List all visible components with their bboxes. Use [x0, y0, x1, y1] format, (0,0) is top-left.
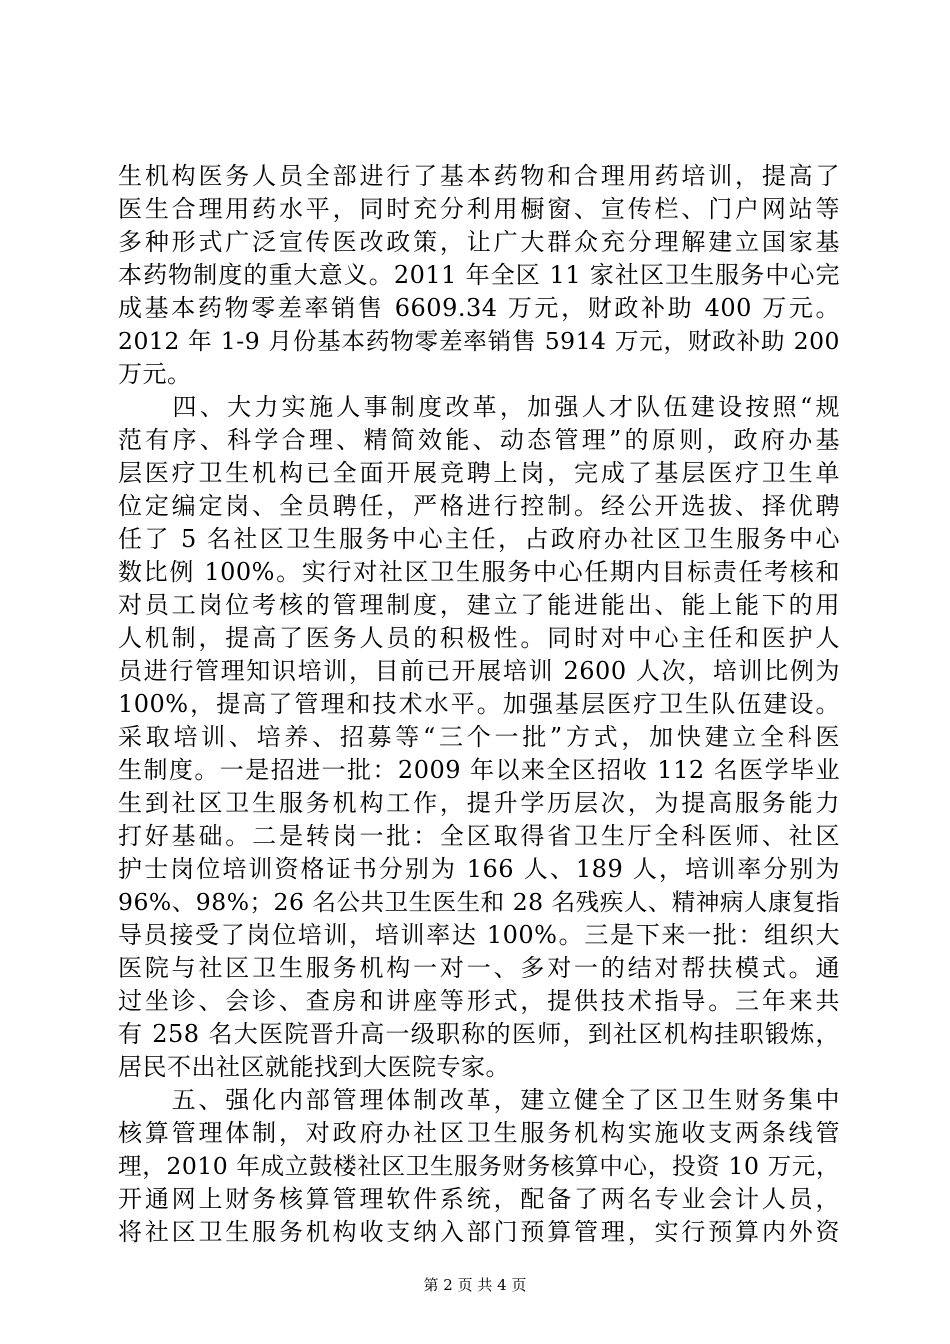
- text-line: 理，2010 年成立鼓楼社区卫生服务财务核算中心，投资 10 万元，: [118, 1152, 840, 1180]
- text-line: 2012 年 1-9 月份基本药物零差率销售 5914 万元，财政补助 200: [118, 327, 840, 355]
- text-line: 生机构医务人员全部进行了基本药物和合理用药培训，提高了: [118, 162, 840, 190]
- page-footer: 第 2 页 共 4 页: [423, 1276, 527, 1294]
- document-body: [118, 160, 840, 1249]
- text-line: 生到社区卫生服务机构工作，提升学历层次，为提高服务能力: [118, 789, 840, 817]
- text-line: 数比例 100%。实行对社区卫生服务中心任期内目标责任考核和: [118, 558, 840, 586]
- text-line: 医生合理用药水平，同时充分利用橱窗、宣传栏、门户网站等: [118, 195, 840, 223]
- text-line: 医院与社区卫生服务机构一对一、多对一的结对帮扶模式。通: [118, 954, 840, 982]
- text-line: 打好基础。二是转岗一批：全区取得省卫生厅全科医师、社区: [118, 822, 840, 850]
- text-line: 护士岗位培训资格证书分别为 166 人、189 人，培训率分别为: [118, 855, 840, 883]
- text-line: 任了 5 名社区卫生服务中心主任，占政府办社区卫生服务中心: [118, 525, 840, 553]
- text-line: 对员工岗位考核的管理制度，建立了能进能出、能上能下的用: [118, 591, 840, 619]
- text-line: 居民不出社区就能找到大医院专家。: [118, 1053, 510, 1081]
- text-line: 万元。: [118, 360, 192, 388]
- text-line: 本药物制度的重大意义。2011 年全区 11 家社区卫生服务中心完: [118, 261, 840, 289]
- text-line: 成基本药物零差率销售 6609.34 万元，财政补助 400 万元。: [118, 294, 840, 322]
- text-line: 人机制，提高了医务人员的积极性。同时对中心主任和医护人: [118, 624, 840, 652]
- text-line: 开通网上财务核算管理软件系统，配备了两名专业会计人员，: [118, 1185, 840, 1213]
- text-line: 有 258 名大医院晋升高一级职称的医师，到社区机构挂职锻炼，: [118, 1020, 840, 1048]
- text-line: 员进行管理知识培训，目前已开展培训 2600 人次，培训比例为: [118, 657, 840, 685]
- text-line: 范有序、科学合理、精简效能、动态管理”的原则，政府办基: [118, 426, 840, 454]
- text-line: 采取培训、培养、招募等“三个一批”方式，加快建立全科医: [118, 723, 840, 751]
- text-line: 位定编定岗、全员聘任，严格进行控制。经公开选拔、择优聘: [118, 492, 840, 520]
- text-line: 核算管理体制，对政府办社区卫生服务机构实施收支两条线管: [118, 1119, 840, 1147]
- text-line: 多种形式广泛宣传医改政策，让广大群众充分理解建立国家基: [118, 228, 840, 256]
- text-line: 将社区卫生服务机构收支纳入部门预算管理，实行预算内外资: [118, 1218, 840, 1246]
- text-line: 过坐诊、会诊、查房和讲座等形式，提供技术指导。三年来共: [118, 987, 840, 1015]
- text-line: 四、大力实施人事制度改革，加强人才队伍建设按照“规: [118, 393, 840, 421]
- text-line: 五、强化内部管理体制改革，建立健全了区卫生财务集中: [118, 1086, 840, 1114]
- text-line: 导员接受了岗位培训，培训率达 100%。三是下来一批：组织大: [118, 921, 840, 949]
- text-line: 层医疗卫生机构已全面开展竞聘上岗，完成了基层医疗卫生单: [118, 459, 840, 487]
- text-line: 100%，提高了管理和技术水平。加强基层医疗卫生队伍建设。: [118, 690, 840, 718]
- text-line: 96%、98%；26 名公共卫生医生和 28 名残疾人、精神病人康复指: [118, 888, 840, 916]
- text-line: 生制度。一是招进一批：2009 年以来全区招收 112 名医学毕业: [118, 756, 840, 784]
